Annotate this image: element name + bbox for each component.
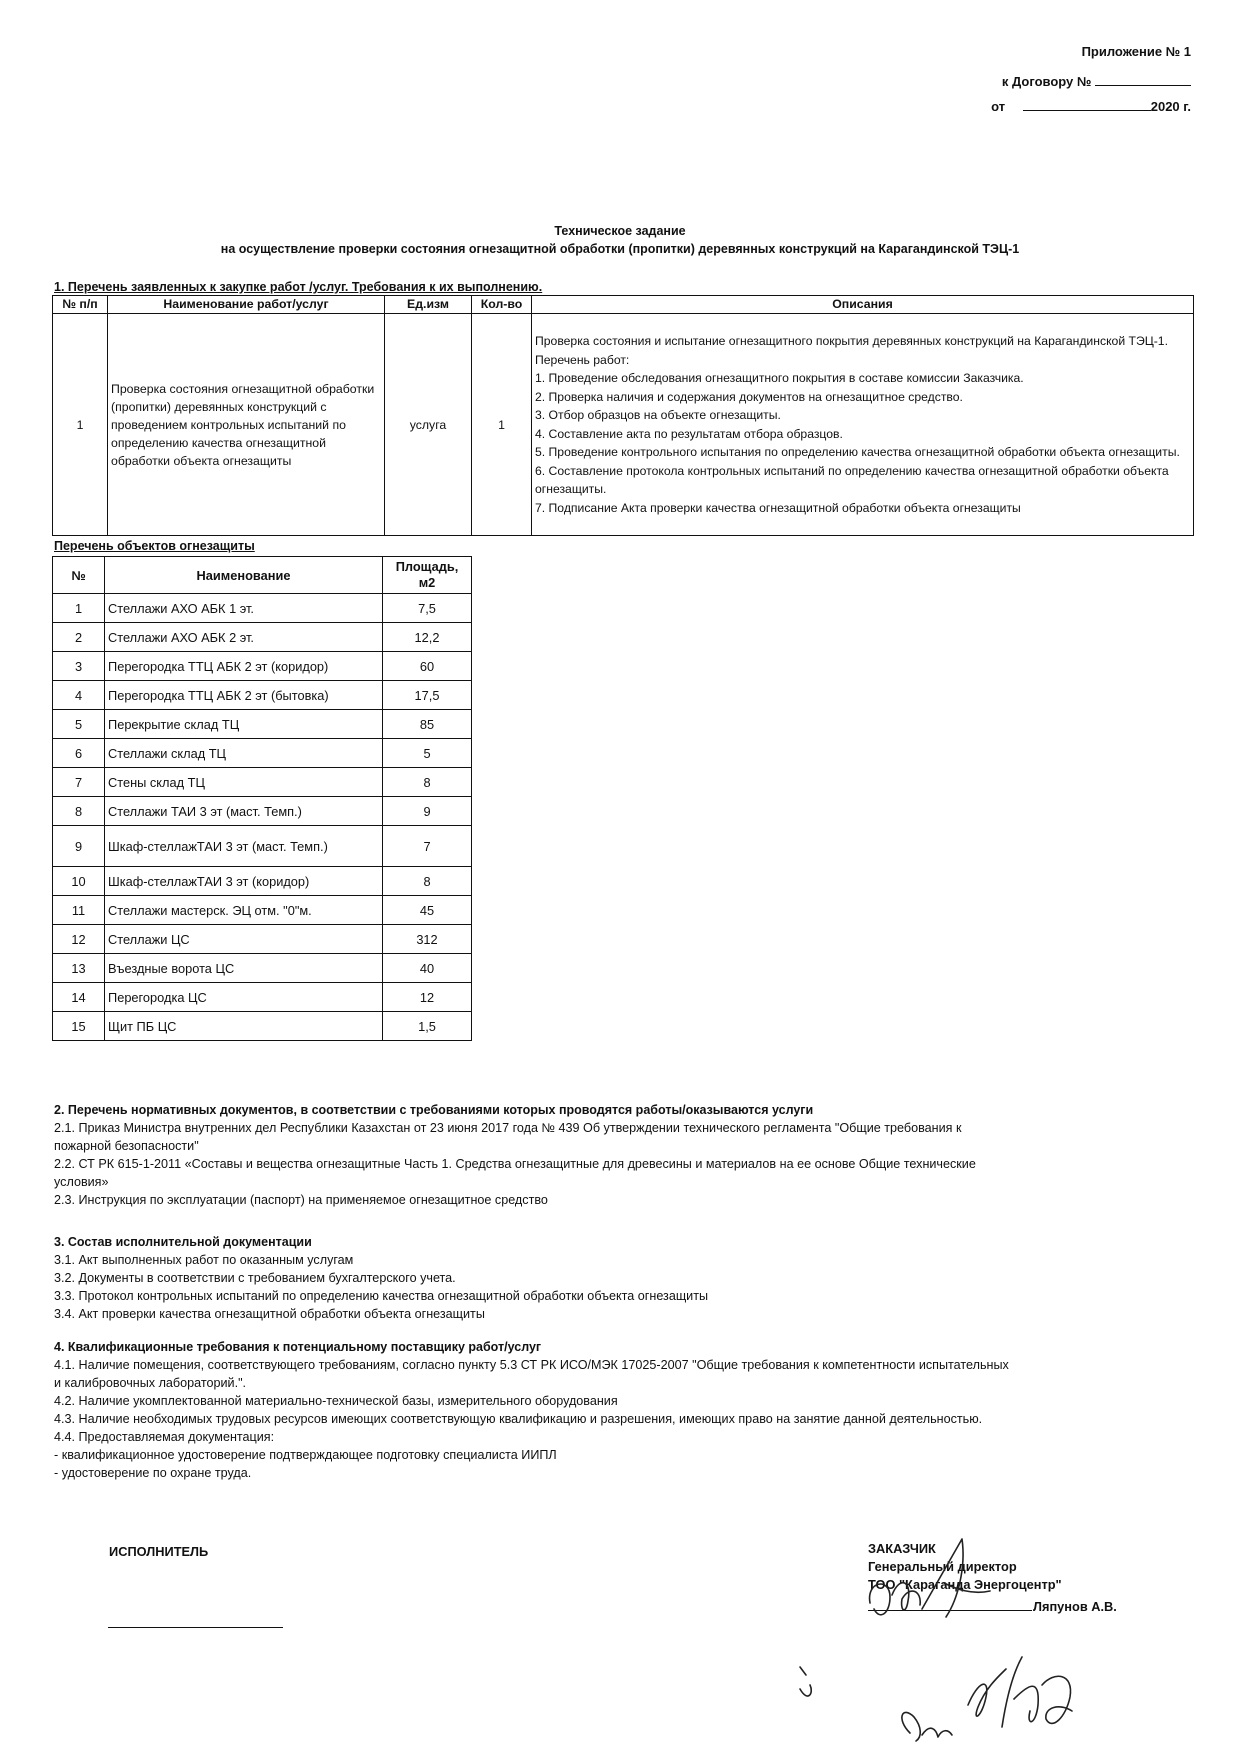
date-from-label: от [991,99,1006,114]
section3-line: 3.4. Акт проверки качества огнезащитной обработки объекта огнезащиты [54,1307,485,1321]
object-area: 85 [383,710,472,739]
col-qty: Кол-во [472,296,532,314]
object-row [53,710,472,739]
approval-signature-handwriting [790,1645,1080,1750]
desc-line: 3. Отбор образцов на объекте огнезащиты. [535,408,781,422]
object-name: Стеллажи ТАИ 3 эт (маст. Темп.) [105,797,383,826]
object-num: 2 [53,623,105,652]
date-blank [1023,98,1151,111]
work-qty: 1 [472,314,532,536]
object-name: Щит ПБ ЦС [105,1012,383,1041]
obj-col-area: Площадь, м2 [383,557,472,594]
section2-heading: 2. Перечень нормативных документов, в соответствии с требованиями которых проводятся работы/оказываются услуги [54,1103,814,1117]
object-num: 3 [53,652,105,681]
object-name: Перегородка ЦС [105,983,383,1012]
section3-line: 3.1. Акт выполненных работ по оказанным услугам [54,1253,354,1267]
section3-heading: 3. Состав исполнительной документации [54,1235,312,1249]
object-name: Стеллажи мастерск. ЭЦ отм. "0"м. [105,896,383,925]
works-row [53,314,1194,536]
section3-line: 3.3. Протокол контрольных испытаний по определению качества огнезащитной обработки объекта огнезащиты [54,1289,709,1303]
col-name: Наименование работ/услуг [108,296,385,314]
object-area: 312 [383,925,472,954]
customer-position: Генеральный директор [868,1559,1017,1574]
object-row [53,826,472,867]
col-num: № п/п [53,296,108,314]
work-unit: услуга [385,314,472,536]
object-row [53,797,472,826]
col-description: Описания [532,296,1194,314]
executor-signature-line [108,1627,283,1628]
col-unit: Ед.изм [385,296,472,314]
objects-body [53,594,472,1041]
doc-title: Техническое задание [554,224,686,238]
desc-line: 1. Проведение обследования огнезащитного покрытия в составе комиссии Заказчика. [535,371,1024,385]
customer-company: ТОО "Караганда Энергоцентр" [868,1577,1062,1592]
object-num: 11 [53,896,105,925]
object-row [53,983,472,1012]
section4-line: и калибровочных лабораторий.". [54,1376,247,1390]
objects-table [52,556,472,1041]
section1-heading: 1. Перечень заявленных к закупке работ /услуг. Требования к их выполнению. [54,280,543,294]
object-area: 5 [383,739,472,768]
section4-line: 4.3. Наличие необходимых трудовых ресурсов имеющих соответствующую квалификацию и разрешения, имеющих право на занятие данной деятельностью. [54,1412,983,1426]
section4-line: 4.1. Наличие помещения, соответствующего требованиям, согласно пункту 5.3 СТ РК ИСО/МЭК 17025-2007 "Общие требования к компетентности испытательных [54,1358,1009,1372]
desc-line: Проверка состояния и испытание огнезащитного покрытия деревянных конструкций на Карагандинской ТЭЦ-1. [535,334,1168,348]
object-area: 12 [383,983,472,1012]
doc-subtitle: на осуществление проверки состояния огнезащитной обработки (пропитки) деревянных конструкций на Карагандинской ТЭЦ-1 [220,242,1020,256]
work-num: 1 [53,314,108,536]
object-area: 7 [383,826,472,867]
object-name: Стеллажи АХО АБК 1 эт. [105,594,383,623]
section4-line: - удостоверение по охране труда. [54,1466,252,1480]
obj-col-name: Наименование [105,557,383,594]
object-num: 5 [53,710,105,739]
object-num: 6 [53,739,105,768]
object-name: Стены склад ТЦ [105,768,383,797]
obj-col-num: № [53,557,105,594]
object-row [53,652,472,681]
object-area: 1,5 [383,1012,472,1041]
section2-line: 2.1. Приказ Министра внутренних дел Республики Казахстан от 23 июня 2017 года № 439 Об утверждении технического регламента "Общие требования к [54,1121,962,1135]
section4 [54,1338,1009,1482]
object-area: 40 [383,954,472,983]
desc-line: 2. Проверка наличия и содержания документов на огнезащитное средство. [535,389,963,404]
appendix-label [1082,44,1191,59]
date-year: 2020 г. [1150,99,1191,114]
section2 [54,1101,976,1209]
section3-line: 3.2. Документы в соответствии с требованием бухгалтерского учета. [54,1271,456,1285]
object-area: 8 [383,768,472,797]
object-row [53,623,472,652]
work-name: Проверка состояния огнезащитной обработки (пропитки) деревянных конструкций с проведением контрольных испытаний по определению качества огнезащитной обработки объекта огнезащиты [108,314,385,536]
contract-label: к Договору № [1001,74,1092,89]
object-num: 8 [53,797,105,826]
section4-line: 4.2. Наличие укомплектованной материально-технической базы, измерительного оборудования [54,1394,618,1408]
object-area: 12,2 [383,623,472,652]
object-name: Стеллажи АХО АБК 2 эт. [105,623,383,652]
desc-line: 4. Составление акта по результатам отбора образцов. [535,426,843,441]
object-name: Перегородка ТТЦ АБК 2 эт (коридор) [105,652,383,681]
contract-line [1002,73,1191,89]
desc-line: 6. Составление протокола контрольных испытаний по определению качества огнезащитной обработки объекта огнезащиты. [535,463,1169,496]
object-name: Шкаф-стеллажТАИ 3 эт (коридор) [105,867,383,896]
section2-line: 2.3. Инструкция по эксплуатации (паспорт) на применяемое огнезащитное средство [54,1193,548,1207]
object-num: 14 [53,983,105,1012]
desc-line: 7. Подписание Акта проверки качества огнезащитной обработки объекта огнезащиты [535,500,1021,515]
section2-line: пожарной безопасности" [54,1139,199,1153]
contract-number-blank [1095,73,1191,86]
object-area: 17,5 [383,681,472,710]
object-area: 7,5 [383,594,472,623]
object-num: 1 [53,594,105,623]
customer-signer: Ляпунов А.В. [1033,1599,1117,1614]
works-table [52,295,1194,536]
appendix-text: Приложение № 1 [1081,44,1191,59]
object-area: 8 [383,867,472,896]
work-description [532,314,1194,536]
executor-label: ИСПОЛНИТЕЛЬ [109,1544,209,1559]
object-num: 4 [53,681,105,710]
object-row [53,739,472,768]
object-num: 13 [53,954,105,983]
object-num: 12 [53,925,105,954]
customer-label: ЗАКАЗЧИК [868,1541,936,1556]
object-name: Стеллажи склад ТЦ [105,739,383,768]
object-area: 45 [383,896,472,925]
object-row [53,1012,472,1041]
objects-heading: Перечень объектов огнезащиты [54,539,255,553]
object-row [53,681,472,710]
object-name: Въездные ворота ЦС [105,954,383,983]
section2-line: 2.2. СТ РК 615-1-2011 «Составы и вещества огнезащитные Часть 1. Средства огнезащитные для древесины и материалов на ее основе Общие технические [54,1157,976,1171]
object-name: Перекрытие склад ТЦ [105,710,383,739]
object-area: 60 [383,652,472,681]
object-name: Шкаф-стеллажТАИ 3 эт (маст. Темп.) [105,826,383,867]
object-row [53,954,472,983]
section2-line: условия» [54,1175,109,1189]
object-row [53,925,472,954]
desc-line: Перечень работ: [535,352,630,367]
object-row [53,867,472,896]
object-row [53,896,472,925]
desc-line: 5. Проведение контрольного испытания по определению качества огнезащитной обработки объекта огнезащиты. [535,445,1180,459]
section4-line: 4.4. Предоставляемая документация: [54,1430,275,1444]
customer-signature-handwriting [860,1525,1060,1635]
object-name: Стеллажи ЦС [105,925,383,954]
objects-header-row [53,557,472,594]
object-num: 7 [53,768,105,797]
section4-line: - квалификационное удостоверение подтверждающее подготовку специалиста ИИПЛ [54,1448,557,1462]
object-name: Перегородка ТТЦ АБК 2 эт (бытовка) [105,681,383,710]
object-num: 15 [53,1012,105,1041]
date-line [991,98,1191,114]
object-row [53,768,472,797]
object-num: 10 [53,867,105,896]
works-header-row [53,296,1194,314]
section4-heading: 4. Квалификационные требования к потенциальному поставщику работ/услуг [54,1340,542,1354]
object-area: 9 [383,797,472,826]
section3 [54,1233,708,1323]
object-row [53,594,472,623]
object-num: 9 [53,826,105,867]
